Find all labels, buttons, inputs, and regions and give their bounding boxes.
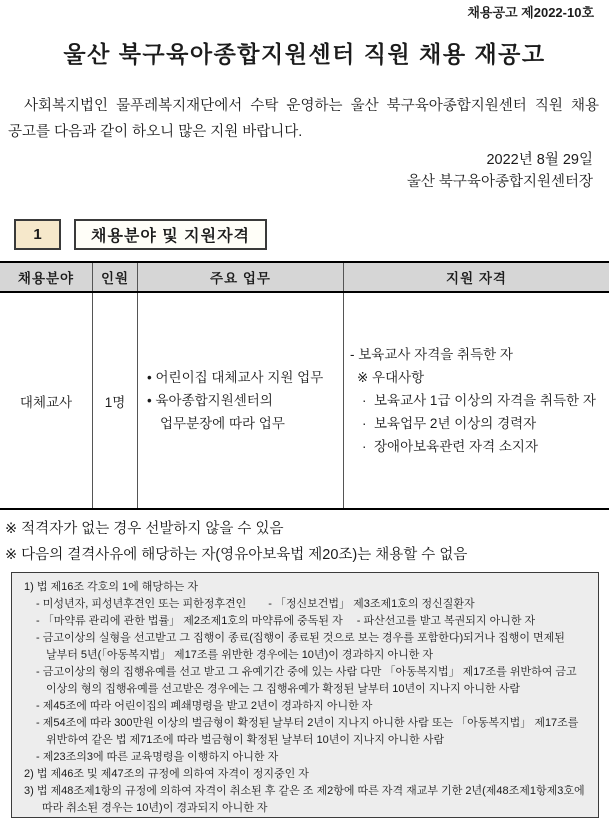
disqualification-item: 2) 법 제46조 및 제47조의 규정에 의하여 자격이 정지중인 자 xyxy=(24,768,309,780)
note-line: ※ 다음의 결격사유에 해당하는 자(영유아보육법 제20조)는 채용할 수 없음 xyxy=(5,547,468,563)
table-column-header: 지원 자격 xyxy=(343,263,609,291)
recruitment-table xyxy=(0,261,609,510)
disqualification-item: - 「마약류 관리에 관한 법률」 제2조제1호의 마약류에 중독된 자 - 파산선고를 받고 복권되지 아니한 자 xyxy=(36,615,536,627)
preferred-text: 보육업무 2년 이상의 경력자 xyxy=(374,416,537,431)
bullet-icon: · xyxy=(362,439,367,454)
issuer-name: 울산 북구육아종합지원센터장 xyxy=(406,174,593,190)
preferred-text: 보육교사 1급 이상의 자격을 취득한 자 xyxy=(374,393,596,408)
disqualification-box xyxy=(11,572,599,818)
cell-recruit-field: 대체교사 xyxy=(19,394,73,410)
preferred-list xyxy=(350,389,605,458)
issue-date: 2022년 8월 29일 xyxy=(486,152,593,168)
duty-item xyxy=(147,366,339,389)
disqualification-item: 3) 법 제48조제1항의 규정에 의하여 자격이 취소된 후 같은 조 제2항에 따른 자격 재교부 기한 2년(제48조제1항제3호에 따라 취소된 경우는 10년)이 경과되지 아니한 자 xyxy=(24,785,585,814)
duty-text: 어린이집 대체교사 지원 업무 xyxy=(155,370,324,385)
notes-list xyxy=(5,516,609,568)
cell-main-duties xyxy=(137,293,343,508)
table-column-header: 주요 업무 xyxy=(137,263,343,291)
section-title: 채용분야 및 지원자격 xyxy=(74,219,267,250)
note-line: ※ 적격자가 없는 경우 선발하지 않을 수 있음 xyxy=(5,521,284,537)
duty-item xyxy=(147,389,339,435)
cell-qualifications xyxy=(343,293,609,508)
preferred-text: 장애아보육관련 자격 소지자 xyxy=(374,439,539,454)
disqualification-item: - 미성년자, 피성년후견인 또는 피한정후견인 - 「정신보건법」 제3조제1호의 정신질환자 xyxy=(36,598,475,610)
notice-number: 채용공고 제2022-10호 xyxy=(467,5,594,20)
qualification-main: - 보육교사 자격을 취득한 자 xyxy=(350,347,513,362)
bullet-icon: • xyxy=(147,393,152,408)
table-row xyxy=(0,293,609,508)
disqualification-item: - 제23조의3에 따른 교육명령을 이행하지 아니한 자 xyxy=(36,751,279,763)
disqualification-item: 1) 법 제16조 각호의 1에 해당하는 자 xyxy=(24,581,198,593)
bullet-icon: · xyxy=(362,416,367,431)
disqualification-item: - 금고이상의 실형을 선고받고 그 집행이 종료(집행이 종료된 것으로 보는 경우를 포함한다)되거나 집행이 면제된 날부터 5년(「아동복지법」 제17조를 위반한 경우에는 10년)이 경과하지 아니한 자 xyxy=(36,632,565,661)
table-column-header: 인원 xyxy=(92,263,137,291)
preferred-item xyxy=(350,389,605,412)
bullet-icon: • xyxy=(147,370,152,385)
preferred-heading: ※ 우대사항 xyxy=(357,370,425,385)
disqualification-item: - 금고이상의 형의 집행유예를 선고 받고 그 유예기간 중에 있는 사람 다만 「아동복지법」 제17조를 위반하여 금고 이상의 형의 집행유예를 선고받은 경우에는 그 집행유예가 확정된 날부터 10년이 지나지 아니한 사람 xyxy=(36,666,577,695)
disqualification-item: - 제54조에 따라 300만원 이상의 벌금형이 확정된 날부터 2년이 지나지 아니한 사람 또는 「아동복지법」 제17조를 위반하여 같은 법 제71조에 따라 벌금형이 확정된 날부터 10년이 지나지 아니한 사람 xyxy=(36,717,579,746)
page-title: 울산 북구육아종합지원센터 직원 채용 재공고 xyxy=(63,41,546,67)
section-header xyxy=(14,219,609,250)
table-column-header: 채용분야 xyxy=(17,271,75,286)
table-header-row xyxy=(0,263,609,293)
intro-paragraph: 사회복지법인 물푸레복지재단에서 수탁 운영하는 울산 북구육아종합지원센터 직원 채용 공고를 다음과 같이 하오니 많은 지원 바랍니다. xyxy=(8,98,599,140)
duty-text: 육아종합지원센터의 업무분장에 따라 업무 xyxy=(155,393,285,431)
cell-headcount: 1명 xyxy=(92,293,137,508)
preferred-item xyxy=(350,435,605,458)
preferred-item xyxy=(350,412,605,435)
bullet-icon: · xyxy=(362,393,367,408)
disqualification-item: - 제45조에 따라 어린이집의 폐쇄명령을 받고 2년이 경과하지 아니한 자 xyxy=(36,700,373,712)
section-number-badge: 1 xyxy=(14,219,61,250)
